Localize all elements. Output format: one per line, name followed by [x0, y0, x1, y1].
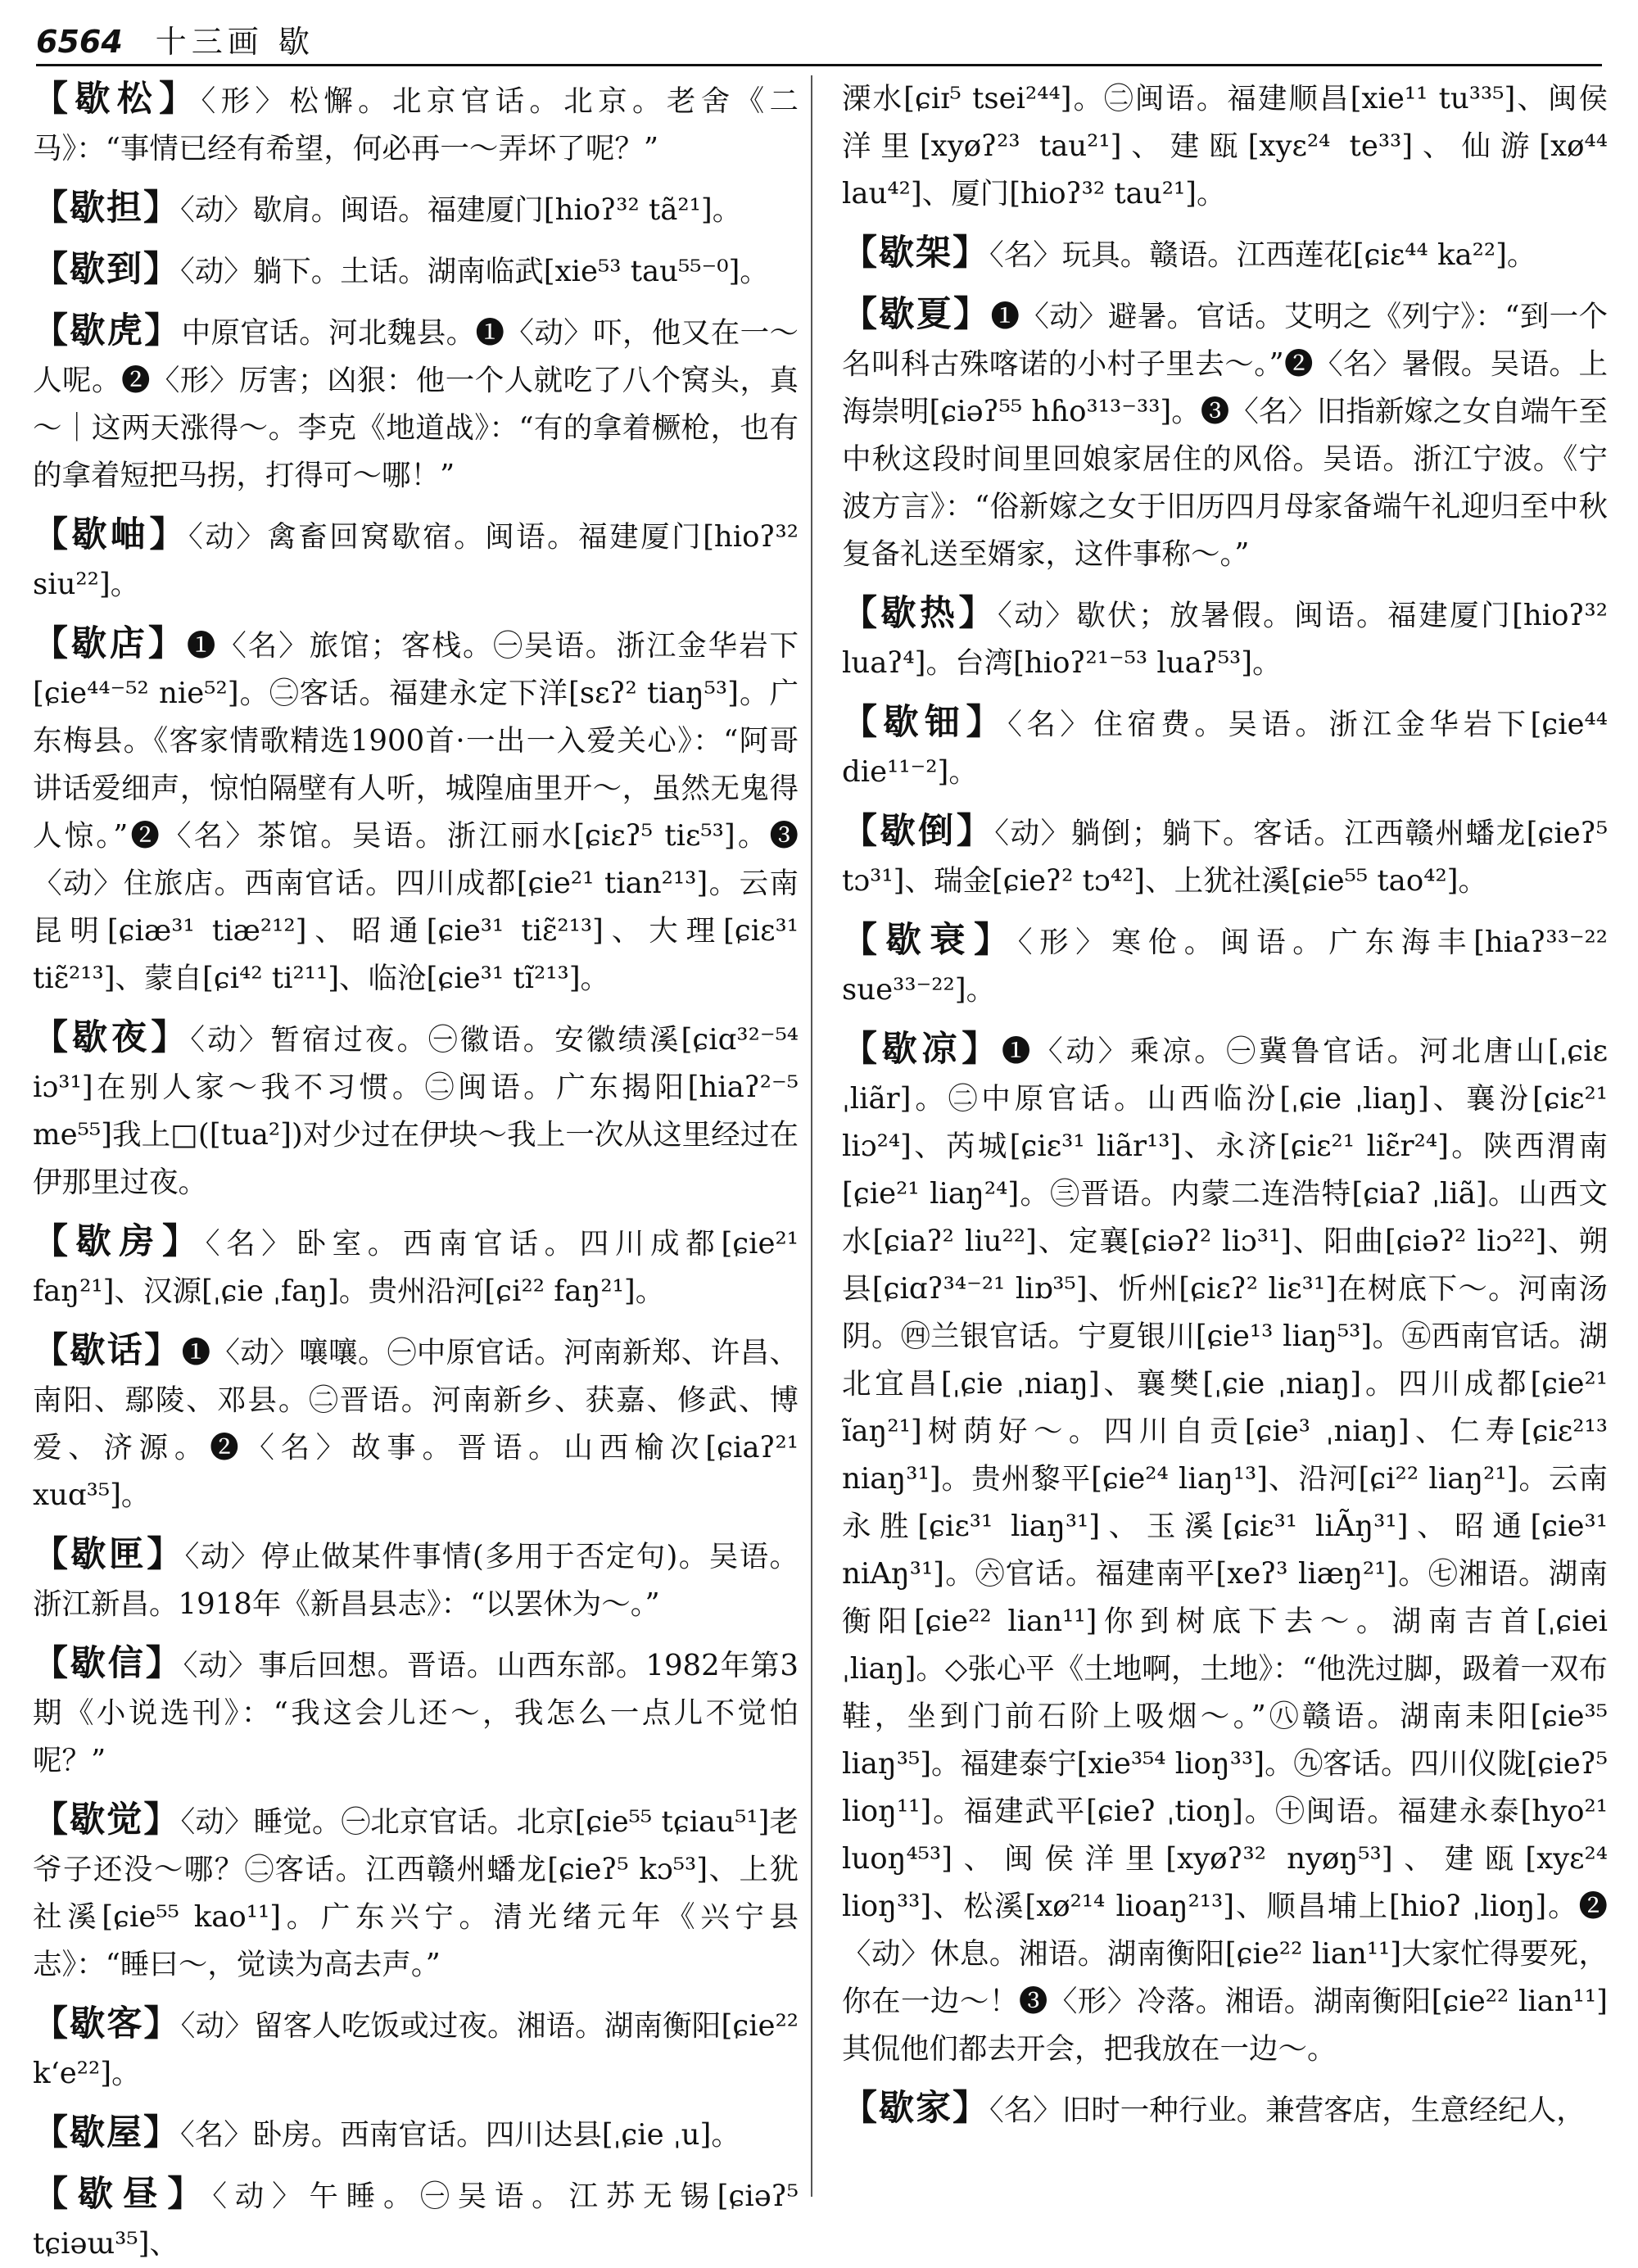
entry-headword: 【 歇店 】: [33, 623, 187, 664]
dictionary-entry: [842, 590, 1608, 687]
page-number: 6564: [36, 24, 123, 60]
entry-headword: 【 歇松 】: [33, 79, 201, 120]
entry-definition: 〈名〉住宿费。吴语。浙江金华岩下[ɕie⁴⁴ die¹¹⁻²]。: [842, 708, 1609, 789]
page-header: [36, 16, 1602, 66]
left-column: [33, 75, 799, 2261]
entry-definition: 〈动〉留客人吃饭或过夜。湘语。湖南衡阳[ɕie²² k‘e²²]。: [33, 2009, 799, 2090]
entry-definition: 〈动〉歇肩。闽语。福建厦门[hioʔ³² tã²¹]。: [180, 193, 742, 227]
dictionary-entry: [33, 184, 799, 234]
entry-definition: 〈形〉松懈。北京官话。北京。老舍《二马》：“事情已经有希望，何必再一～弄坏了呢？”: [33, 84, 799, 165]
entry-definition: 〈名〉卧房。西南官话。四川达县[ˌɕie ˌu]。: [180, 2118, 740, 2152]
dictionary-entry: [842, 808, 1608, 905]
entry-headword: 【 歇钿 】: [842, 702, 1007, 743]
entry-headword: 【 歇房 】: [33, 1221, 206, 1262]
dictionary-entry: [33, 1640, 799, 1785]
entry-definition: 〈动〉事后回想。晋语。山西东部。1982年第3期《小说选刊》：“我这会儿还～，我怎么一点儿不觉怕呢？”: [33, 1649, 799, 1777]
entry-definition: ❶〈动〉嚷嚷。㊀中原官话。河南新郑、许昌、南阳、鄢陵、邓县。㊁晋语。河南新乡、获嘉、修武、博爱、济源。❷〈名〉故事。晋语。山西榆次[ɕiaʔ²¹ xuɑ³⁵]。: [33, 1336, 799, 1512]
entry-definition: 中原官话。河北魏县。❶〈动〉吓，他又在一～人呢。❷〈形〉厉害；凶狠：他一个人就吃了八个窝头，真～｜这两天涨得～。李克《地道战》：“有的拿着橛枪，也有的拿着短把马拐，打得可～哪！”: [33, 316, 799, 492]
column-divider: [811, 75, 812, 2197]
entry-definition: 〈动〉禽畜回窝歇宿。闽语。福建厦门[hioʔ³² siu²²]。: [33, 520, 799, 601]
dictionary-entry: [33, 246, 799, 296]
entry-definition: 〈名〉旧时一种行业。兼营客店，生意经纪人，: [989, 2094, 1586, 2127]
dictionary-entry: [33, 620, 799, 1003]
dictionary-entry: [33, 75, 799, 173]
entry-headword: 【 歇衰 】: [842, 920, 1018, 961]
entry-headword: 【 歇信 】: [33, 1643, 183, 1684]
section-title: 十三画 歇: [155, 24, 314, 60]
entry-headword: 【 歇屋 】: [33, 2112, 180, 2153]
dictionary-entry: [33, 511, 799, 609]
entry-definition: 〈动〉停止做某件事情(多用于否定句)。吴语。浙江新昌。1918年《新昌县志》：“以罢休为～。”: [33, 1540, 799, 1621]
dictionary-entry: [33, 1327, 799, 1519]
entry-definition: 溧水[ɕiɪ⁵ tsei²⁴⁴]。㊁闽语。福建顺昌[xie¹¹ tu³³⁵]、闽侯洋里[xyøʔ²³ tau²¹]、建瓯[xyɛ²⁴ te³³]、仙游[xø⁴⁴ lau⁴²]、厦门[hioʔ³² tau²¹]。: [842, 82, 1608, 211]
entry-definition: 〈动〉午睡。㊀吴语。江苏无锡[ɕiəʔ⁵ tɕiəɯ³⁵]、: [33, 2180, 799, 2261]
dictionary-entry: [33, 1218, 799, 1315]
entry-headword: 【 歇到 】: [33, 249, 180, 290]
entry-headword: 【 歇虎 】: [33, 310, 182, 351]
entry-headword: 【 歇岫 】: [33, 514, 188, 555]
dictionary-entry: [33, 1796, 799, 1989]
entry-definition: 〈动〉歇伏；放暑假。闽语。福建厦门[hioʔ³² luaʔ⁴]。台湾[hioʔ²¹⁻⁵³ luaʔ⁵³]。: [842, 599, 1609, 680]
entry-definition: 〈名〉玩具。赣语。江西莲花[ɕiɛ⁴⁴ ka²²]。: [989, 238, 1536, 272]
entry-definition: ❶〈动〉乘凉。㊀冀鲁官话。河北唐山[ˌɕiɛ ˌliãr]。㊁中原官话。山西临汾[ˌɕie ˌliaŋ]、襄汾[ɕiɛ²¹ liɔ²⁴]、芮城[ɕiɛ³¹ liãr¹³]、永济[ɕiɛ²¹ liɛ̃r²⁴]。陕西渭南[ɕie²¹ liaŋ²⁴]。㊂晋语。内蒙二连浩特[ɕiaʔ ˌliã]。山西文水[ɕiaʔ² liu²²]、定襄[ɕiəʔ² liɔ³¹]、阳曲[ɕiəʔ² liɔ²²]、朔县[ɕiɑʔ³⁴⁻²¹ liɒ³⁵]、忻州[ɕiɛʔ² liɛ³¹]在树底下～。河南汤阴。㊃兰银官话。宁夏银川[ɕie¹³ liaŋ⁵³]。㊄西南官话。湖北宜昌[ˌɕie ˌniaŋ]、襄樊[ˌɕie ˌniaŋ]。四川成都[ɕie²¹ ĩaŋ²¹]树荫好～。四川自贡[ɕie³ ˌniaŋ]、仁寿[ɕiɛ²¹³ niaŋ³¹]。贵州黎平[ɕie²⁴ liaŋ¹³]、沿河[ɕi²² liaŋ²¹]。云南永胜[ɕiɛ³¹ liaŋ³¹]、玉溪[ɕiɛ³¹ liÃŋ³¹]、昭通[ɕie³¹ niAŋ³¹]。㊅官话。福建南平[xeʔ³ liæŋ²¹]。㊆湘语。湖南衡阳[ɕie²² lian¹¹]你到树底下去～。湖南吉首[ˌɕiei ˌliaŋ]。◇张心平《土地啊，土地》：“他洗过脚，趿着一双布鞋，坐到门前石阶上吸烟～。”㊇赣语。湖南耒阳[ɕie³⁵ liaŋ³⁵]。福建泰宁[xie³⁵⁴ lioŋ³³]。㊈客话。四川仪陇[ɕieʔ⁵ lioŋ¹¹]。福建武平[ɕieʔ ˌtioŋ]。㊉闽语。福建永泰[hyo²¹ luoŋ⁴⁵³]、闽侯洋里[xyøʔ³² nyøŋ⁵³]、建瓯[xyɛ²⁴ lioŋ³³]、松溪[xø²¹⁴ lioaŋ²¹³]、顺昌埔上[hioʔ ˌlioŋ]。❷〈动〉休息。湘语。湖南衡阳[ɕie²² lian¹¹]大家忙得要死，你在一边～！❸〈形〉冷落。湘语。湖南衡阳[ɕie²² lian¹¹]其侃他们都去开会，把我放在一边～。: [842, 1034, 1609, 2066]
dictionary-entry: [33, 2000, 799, 2098]
entry-headword: 【 歇家 】: [842, 2088, 989, 2129]
dictionary-entry: [33, 2109, 799, 2159]
entry-headword: 【 歇客 】: [33, 2003, 181, 2044]
entry-definition: ❶〈名〉旅馆；客栈。㊀吴语。浙江金华岩下[ɕie⁴⁴⁻⁵² nie⁵²]。㊁客话。福建永定下洋[sɛʔ² tiaŋ⁵³]。广东梅县。《客家情歌精选1900首·一出一入爱关心》：“阿哥讲话爱细声，惊怕隔壁有人听，城隍庙里开～，虽然无鬼得人惊。”❷〈名〉茶馆。吴语。浙江丽水[ɕiɛʔ⁵ tiɛ⁵³]。❸〈动〉住旅店。西南官话。四川成都[ɕie²¹ tian²¹³]。云南昆明[ɕiæ³¹ tiæ²¹²]、昭通[ɕie³¹ tiɛ̃²¹³]、大理[ɕiɛ³¹ tiɛ̃²¹³]、蒙自[ɕi⁴² ti²¹¹]、临沧[ɕie³¹ tĩ²¹³]。: [33, 629, 799, 995]
right-column: [842, 75, 1608, 2205]
entry-headword: 【 歇匣 】: [33, 1534, 185, 1575]
dictionary-entry: [842, 699, 1608, 796]
dictionary-entry: [842, 291, 1608, 578]
entry-headword: 【 歇热 】: [842, 593, 998, 634]
entry-definition: 〈动〉睡觉。㊀北京官话。北京[ɕie⁵⁵ tɕiau⁵¹]老爷子还没～哪？㊁客话。江西赣州蟠龙[ɕieʔ⁵ kɔ⁵³]、上犹社溪[ɕie⁵⁵ kao¹¹]。广东兴宁。清光绪元年《兴宁县志》：“睡曰～，觉读为高去声。”: [33, 1805, 799, 1981]
entry-headword: 【 歇夜 】: [33, 1017, 190, 1058]
entry-definition: 〈形〉寒伧。闽语。广东海丰[hiaʔ³³⁻²² sue³³⁻²²]。: [842, 926, 1609, 1007]
entry-headword: 【 歇倒 】: [842, 811, 994, 852]
dictionary-entry: [33, 1014, 799, 1206]
dictionary-entry: [33, 307, 799, 500]
entry-headword: 【 歇话 】: [33, 1330, 182, 1371]
entry-definition: 〈动〉暂宿过夜。㊀徽语。安徽绩溪[ɕiɑ³²⁻⁵⁴ iɔ³¹]在别人家～我不习惯。㊁闽语。广东揭阳[hiaʔ²⁻⁵ me⁵⁵]我上□([tua²])对少过在伊块～我上一次从这里经过在伊那里过夜。: [33, 1023, 799, 1199]
entry-headword: 【 歇担 】: [33, 188, 180, 229]
dictionary-entry: [33, 1531, 799, 1628]
entry-headword: 【 歇凉 】: [842, 1029, 1002, 1070]
entry-definition: 〈动〉躺倒；躺下。客话。江西赣州蟠龙[ɕieʔ⁵ tɔ³¹]、瑞金[ɕieʔ² tɔ⁴²]、上犹社溪[ɕie⁵⁵ tao⁴²]。: [842, 817, 1609, 898]
entry-headword: 【 歇觉 】: [33, 1799, 181, 1840]
entry-definition: 〈名〉卧室。西南官话。四川成都[ɕie²¹ faŋ²¹]、汉源[ˌɕie ˌfaŋ]。贵州沿河[ɕi²² faŋ²¹]。: [33, 1227, 799, 1308]
entry-continuation: [842, 75, 1608, 218]
dictionary-entry: [842, 1025, 1608, 2073]
dictionary-entry: [842, 229, 1608, 279]
dictionary-entry: [33, 2171, 799, 2268]
entry-definition: ❶〈动〉避暑。官话。艾明之《列宁》：“到一个名叫科古殊喀诺的小村子里去～。”❷〈名〉暑假。吴语。上海崇明[ɕiəʔ⁵⁵ hɦo³¹³⁻³³]。❸〈名〉旧指新嫁之女自端午至中秋这段时间里回娘家居住的风俗。吴语。浙江宁波。《宁波方言》：“俗新嫁之女于旧历四月母家备端午礼迎归至中秋复备礼送至婿家，这件事称～。”: [842, 300, 1609, 571]
dictionary-entry: [842, 2085, 1608, 2134]
entry-headword: 【 歇夏 】: [842, 294, 990, 335]
entry-headword: 【 歇架 】: [842, 233, 989, 274]
dictionary-entry: [842, 917, 1608, 1014]
entry-definition: 〈动〉躺下。土话。湖南临武[xie⁵³ tau⁵⁵⁻⁰]。: [180, 255, 769, 288]
entry-headword: 【 歇昼 】: [33, 2174, 212, 2215]
